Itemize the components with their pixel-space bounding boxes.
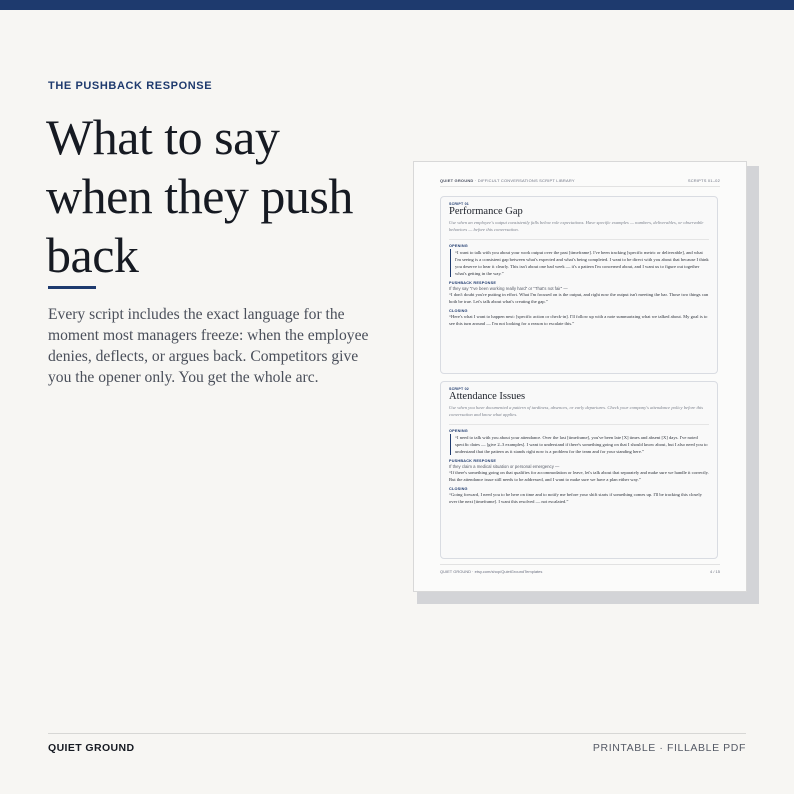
script-card: [440, 196, 718, 374]
pushback-label: PUSHBACK RESPONSE: [449, 458, 497, 463]
headline-line: What to say: [46, 109, 280, 165]
script-number: SCRIPT 02: [449, 387, 469, 391]
top-accent-bar: [0, 0, 794, 10]
document-header-separator: ·: [474, 178, 477, 183]
pushback-quote: “I don't doubt you're putting in effort. What I'm focused on is the output, and right now the output isn't meeting the bar. Those two things can both be true. Let's talk about what's creating the gap.”: [449, 291, 709, 305]
headline-underline: [48, 286, 96, 289]
closing-quote: “Here's what I want to happen next: [specific action or check-in]. I'll follow up with a note summarizing what we talked about. My goal is to see this turn around — I'm not looking for a reason to escalate this.”: [449, 314, 708, 327]
eyebrow-label: THE PUSHBACK RESPONSE: [48, 80, 213, 92]
closing-label: CLOSING: [449, 487, 468, 492]
closing-label: CLOSING: [449, 309, 468, 314]
footer-divider: [48, 733, 746, 734]
script-description: Use when you have documented a pattern of tardiness, absences, or early departures. Check your company's attendance policy before this conversation and know what applies.: [449, 405, 709, 425]
opening-label: OPENING: [449, 243, 468, 248]
body-copy: Every script includes the exact language for the moment most managers freeze: when the employee denies, deflects, or argues back. Competitors give you the opener only. You get the whole arc.: [48, 306, 369, 386]
pushback-trigger: If they claim a medical situation or personal emergency —: [449, 463, 560, 469]
headline: [46, 108, 376, 285]
opening-label: OPENING: [449, 428, 468, 433]
script-title: Performance Gap: [449, 206, 523, 217]
format-tag: PRINTABLE · FILLABLE PDF: [592, 742, 746, 754]
pushback-quote: “If there's something going on that qualifies for accommodation or leave, let's talk about that separately and make sure we handle it correctly. But the attendance issue still needs to be addressed, and I want to make sure we have a plan either way.”: [449, 469, 709, 482]
document-page-number: 4 / 15: [709, 569, 720, 574]
document-footer: [440, 564, 720, 575]
closing-quote: “Going forward, I need you to be here on time and to notify me before your shift starts if something comes up. I'll be tracking this closely over the next [timeframe]. I want this resolved — not escalated.”: [449, 492, 702, 505]
document-header-brand: QUIET GROUND: [440, 178, 474, 183]
pushback-label: PUSHBACK RESPONSE: [449, 280, 497, 285]
document-preview: [413, 161, 747, 592]
script-title: Attendance Issues: [449, 391, 526, 402]
document-header-title: DIFFICULT CONVERSATIONS SCRIPT LIBRARY: [477, 178, 575, 183]
document-footer-link: etsy.com/shop/QuietGroundTemplates: [474, 569, 543, 574]
opening-quote: “I need to talk with you about your attendance. Over the last [timeframe], you've been late [X] times and absent [X] days. I've noted specific dates — [give 2–3 examples]. I want to understand if there's something going on that I should know about, but I also need you to understand that the pattern as it stands right now is a problem for the team and for your standing here.”: [450, 434, 709, 455]
document-header: [440, 176, 720, 187]
opening-quote: “I want to talk with you about your work output over the past [timeframe]. I've been tracking [specific metric or deliverable], and what I'm seeing is a consistent gap between what's expected and what's being completed. I want to be direct with you about that because I think you deserve to hear it clearly. This isn't about one bad week — it's a pattern I'm concerned about, and I want us to figure out together what's getting in the way.”: [450, 249, 709, 277]
document-header-range: SCRIPTS 01–02: [687, 178, 720, 183]
headline-line: when they push: [46, 168, 353, 224]
headline-line: back: [46, 227, 139, 283]
pushback-trigger: If they say “I've been working really hard” or “That's not fair” —: [449, 285, 568, 291]
brand-name: QUIET GROUND: [48, 742, 135, 754]
document-footer-brand: QUIET GROUND: [440, 569, 472, 574]
script-number: SCRIPT 01: [449, 202, 469, 206]
script-card: [440, 381, 718, 559]
document-footer-separator: ·: [472, 569, 474, 574]
script-description: Use when an employee's output consistently falls below role expectations. Have specific examples — numbers, deliverables, or observable behaviors — before this conversation.: [449, 220, 709, 240]
